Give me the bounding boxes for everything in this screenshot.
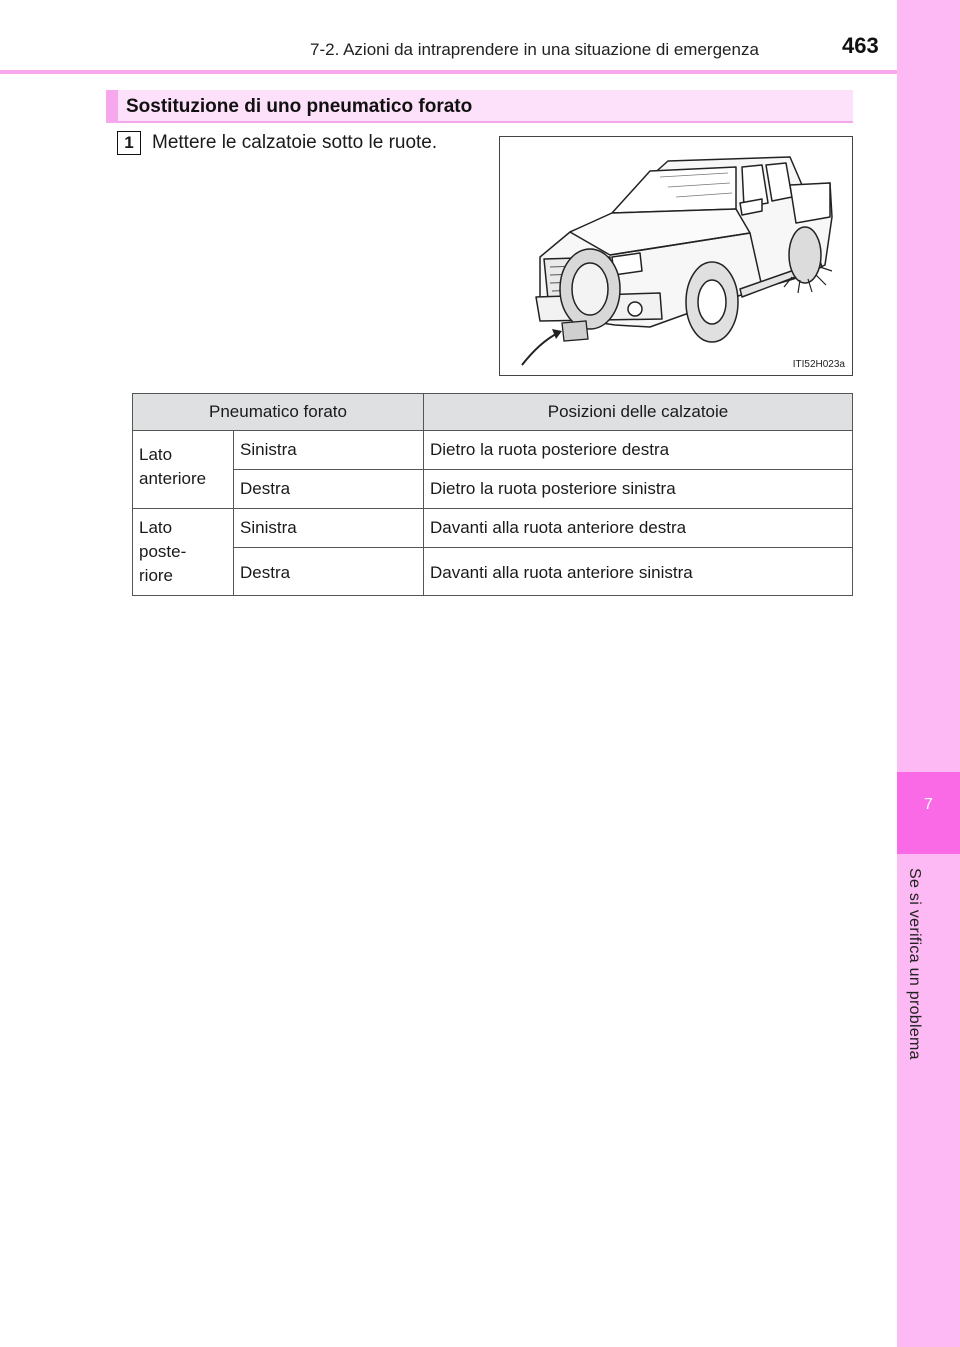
step-number-badge: 1 xyxy=(117,131,141,155)
step-instruction: Mettere le calzatoie sotto le ruote. xyxy=(152,132,438,153)
table-cell-side: Destra xyxy=(234,470,424,509)
table-cell-position: Dietro la ruota posteriore sinistra xyxy=(424,470,853,509)
chock-position-table xyxy=(132,393,853,596)
pickup-truck-wheel-chock-illustration xyxy=(500,137,853,376)
table-row xyxy=(133,431,853,470)
table-row xyxy=(133,509,853,548)
figure-truck-chocks xyxy=(499,136,853,376)
table-row xyxy=(133,548,853,596)
chapter-label: Se si verifica un problema xyxy=(906,868,923,1060)
table-header-chock-positions: Posizioni delle calzatoie xyxy=(424,394,853,431)
table-cell-side: Destra xyxy=(234,548,424,596)
chapter-number: 7 xyxy=(924,796,933,813)
group-label-rear: Lato poste- riore xyxy=(133,509,234,596)
table-cell-position: Davanti alla ruota anteriore destra xyxy=(424,509,853,548)
running-header: 7-2. Azioni da intraprendere in una situazione di emergenza xyxy=(310,40,759,59)
header-rule xyxy=(0,70,897,74)
figure-code: ITI52H023a xyxy=(792,359,845,370)
section-heading: Sostituzione di uno pneumatico forato xyxy=(106,90,853,123)
table-cell-side: Sinistra xyxy=(234,431,424,470)
table-row xyxy=(133,470,853,509)
page-number: 463 xyxy=(842,33,879,58)
table-cell-position: Dietro la ruota posteriore destra xyxy=(424,431,853,470)
group-label-front: Lato anteriore xyxy=(133,431,234,509)
table-cell-position: Davanti alla ruota anteriore sinistra xyxy=(424,548,853,596)
chapter-side-tab xyxy=(897,0,960,1347)
table-cell-side: Sinistra xyxy=(234,509,424,548)
table-header-flat-tire: Pneumatico forato xyxy=(133,394,424,431)
table-header-row xyxy=(133,394,853,431)
